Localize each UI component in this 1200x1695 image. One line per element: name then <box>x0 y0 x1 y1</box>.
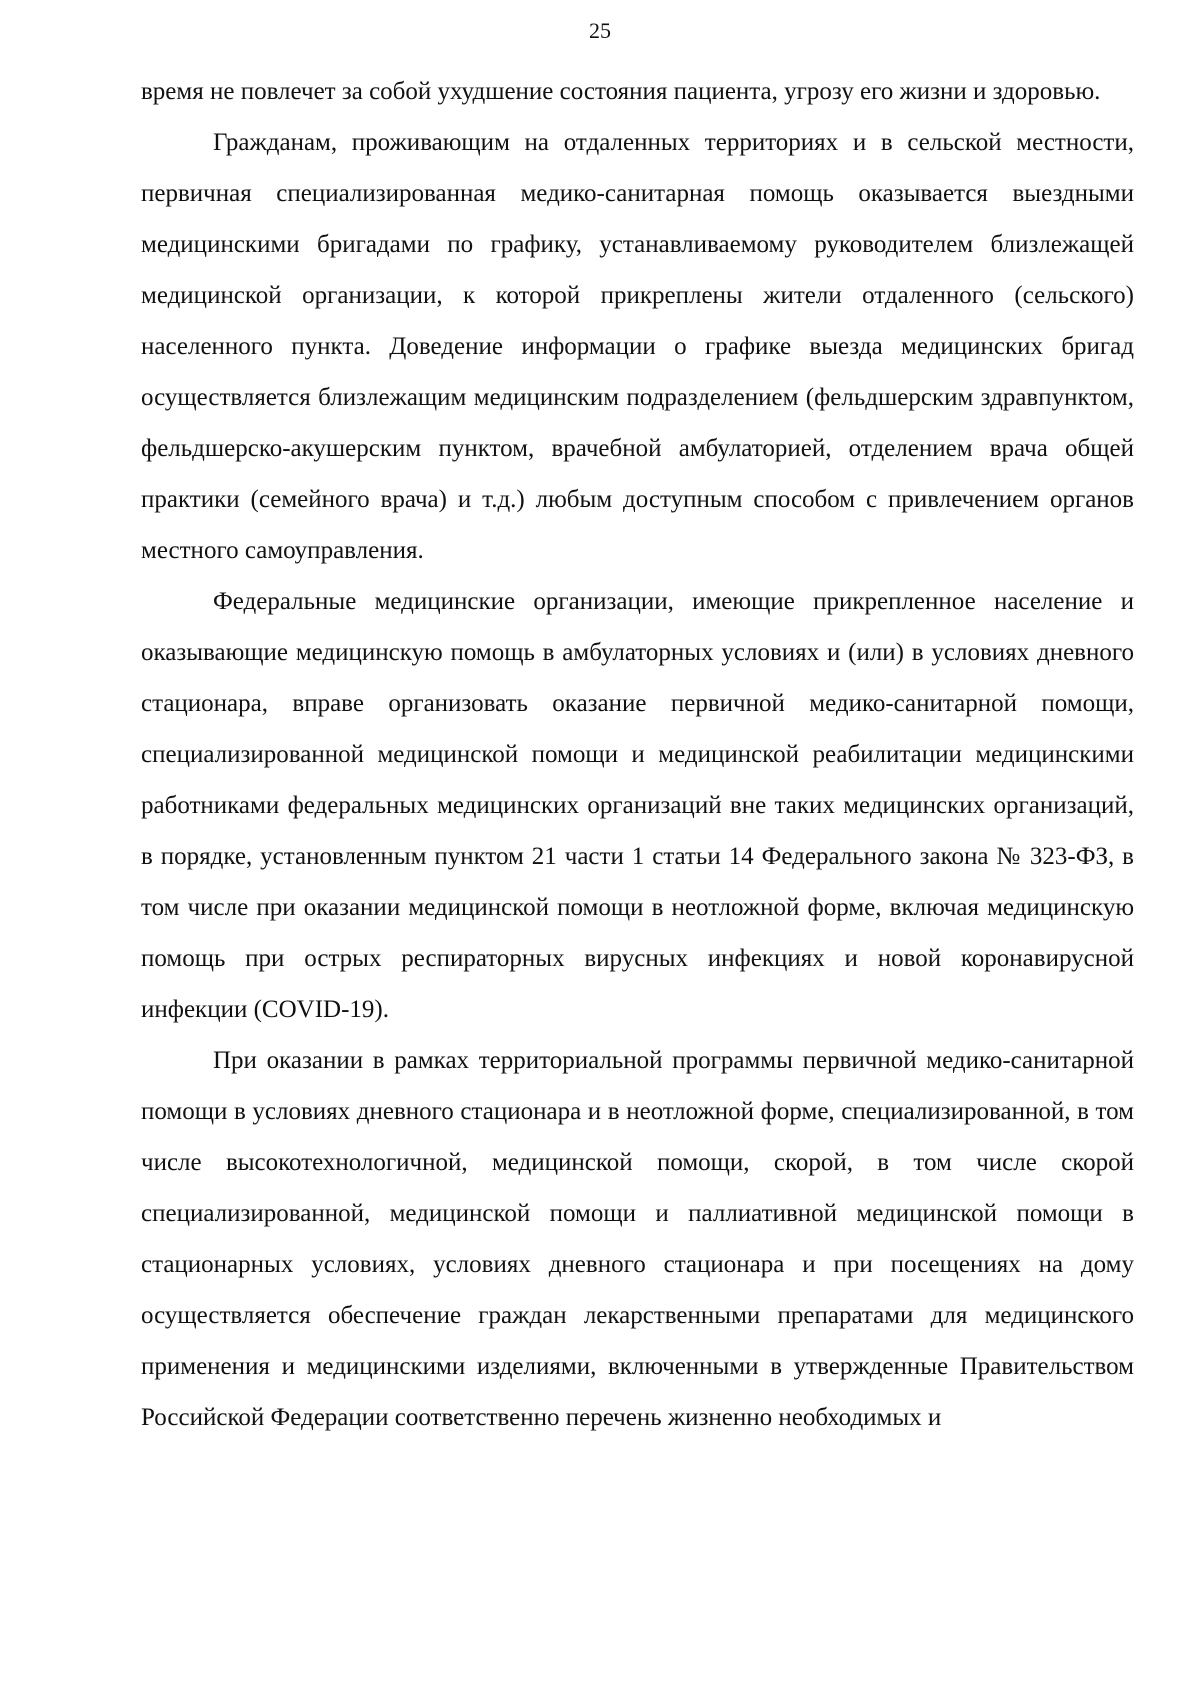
document-body <box>141 66 1134 1443</box>
page-number: 25 <box>589 18 611 43</box>
paragraph-rural-care: Гражданам, проживающим на отдаленных территориях и в сельской местности, первичная специализированная медико-санитарная помощь оказывается выездными медицинскими бригадами по графику, устанавливаемому руководителем близлежащей медицинской организации, к которой прикреплены жители отдаленного (сельского) населенного пункта. Доведение информации о графике выезда медицинских бригад осуществляется близлежащим медицинским подразделением (фельдшерским здравпунктом, фельдшерско-акушерским пунктом, врачебной амбулаторией, отделением врача общей практики (семейного врача) и т.д.) любым доступным способом с привлечением органов местного самоуправления. <box>141 129 1134 564</box>
paragraph-medication-supply: При оказании в рамках территориальной программы первичной медико-санитарной помощи в условиях дневного стационара и в неотложной форме, специализированной, в том числе высокотехнологичной, медицинской помощи, скорой, в том числе скорой специализированной, медицинской помощи и паллиативной медицинской помощи в стационарных условиях, условиях дневного стационара и при посещениях на дому осуществляется обеспечение граждан лекарственными препаратами для медицинского применения и медицинскими изделиями, включенными в утвержденные Правительством Российской Федерации соответственно перечень жизненно необходимых и <box>141 1047 1134 1431</box>
paragraph-continuation: время не повлечет за собой ухудшение состояния пациента, угрозу его жизни и здоровью. <box>141 78 1101 105</box>
paragraph-federal-organizations: Федеральные медицинские организации, имеющие прикрепленное население и оказывающие медицинскую помощь в амбулаторных условиях и (или) в условиях дневного стационара, вправе организовать оказание первичной медико-санитарной помощи, специализированной медицинской помощи и медицинской реабилитации медицинскими работниками федеральных медицинских организаций вне таких медицинских организаций, в порядке, установленным пунктом 21 части 1 статьи 14 Федерального закона № 323-ФЗ, в том числе при оказании медицинской помощи в неотложной форме, включая медицинскую помощь при острых респираторных вирусных инфекциях и новой коронавирусной инфекции (COVID-19). <box>141 588 1134 1023</box>
